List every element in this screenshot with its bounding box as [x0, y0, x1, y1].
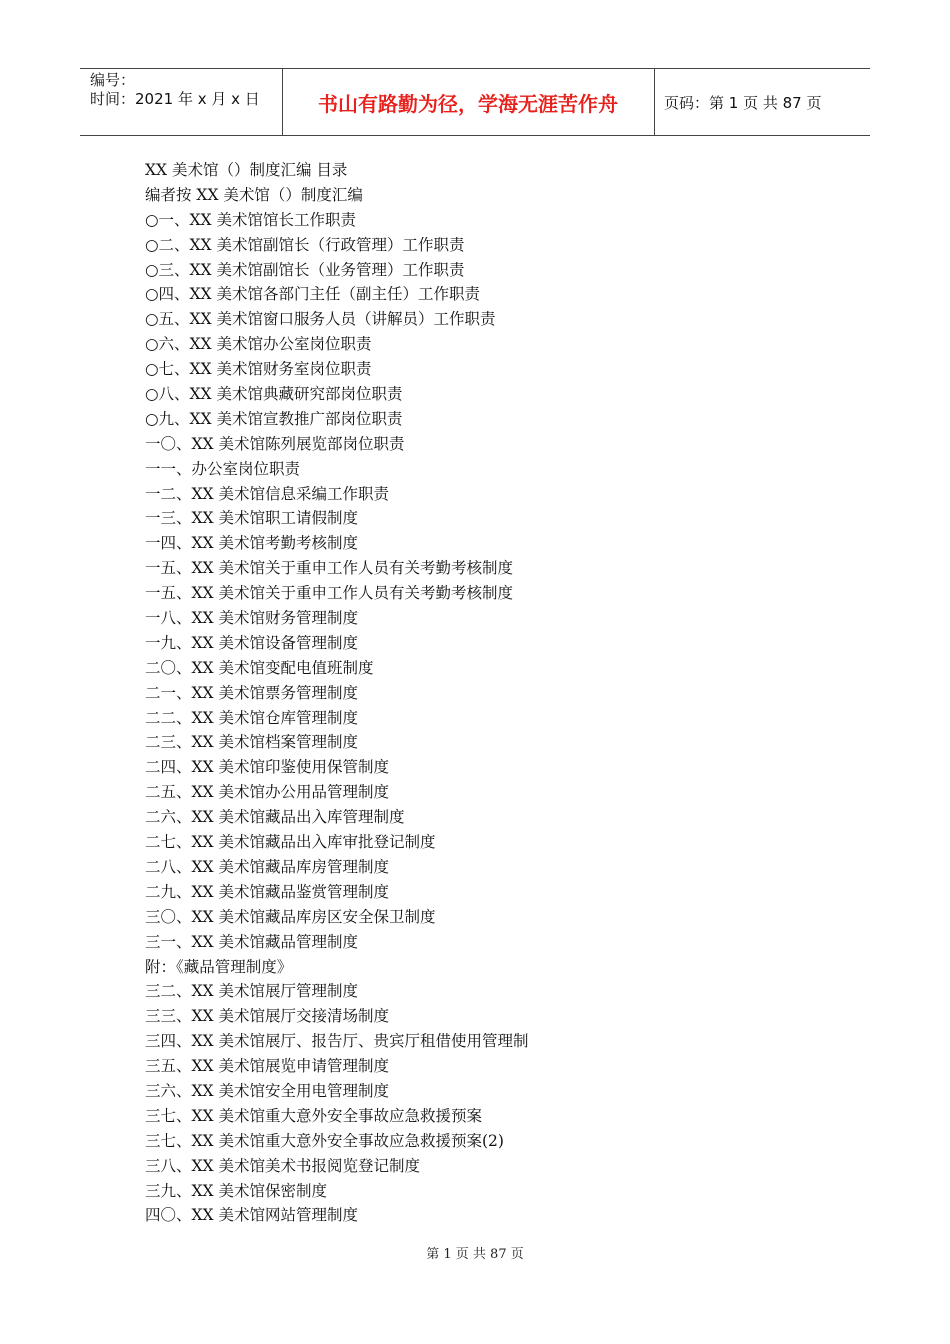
- toc-entry: 二四、XX 美术馆印鉴使用保管制度: [145, 758, 389, 777]
- toc-entry: 三〇、XX 美术馆藏品库房区安全保卫制度: [145, 907, 436, 926]
- toc-entry: 四〇、XX 美术馆网站管理制度: [145, 1206, 358, 1225]
- toc-entry: 二八、XX 美术馆藏品库房管理制度: [145, 857, 389, 876]
- toc-entry: ○二、XX 美术馆副馆长（行政管理）工作职责: [145, 235, 465, 254]
- toc-entry: ○五、XX 美术馆窗口服务人员（讲解员）工作职责: [145, 310, 496, 329]
- header-meta: [90, 71, 260, 109]
- toc-entry: ○六、XX 美术馆办公室岗位职责: [145, 335, 372, 354]
- toc-entry: 一四、XX 美术馆考勤考核制度: [145, 534, 358, 553]
- toc-entry: 二五、XX 美术馆办公用品管理制度: [145, 783, 389, 802]
- toc-entry: 二二、XX 美术馆仓库管理制度: [145, 708, 358, 727]
- toc-entry: 三二、XX 美术馆展厅管理制度: [145, 982, 358, 1001]
- toc-entry: 二六、XX 美术馆藏品出入库管理制度: [145, 808, 405, 827]
- toc-entry: ○九、XX 美术馆宣教推广部岗位职责: [145, 409, 403, 428]
- toc-entry: ○一、XX 美术馆馆长工作职责: [145, 210, 357, 229]
- toc-entry: 三七、XX 美术馆重大意外安全事故应急救援预案: [145, 1106, 482, 1125]
- toc-entry: 一〇、XX 美术馆陈列展览部岗位职责: [145, 434, 405, 453]
- header-motto: 书山有路勤为径，学海无涯苦作舟: [318, 92, 618, 116]
- toc-entry: 二〇、XX 美术馆变配电值班制度: [145, 658, 374, 677]
- toc-entry: ○三、XX 美术馆副馆长（业务管理）工作职责: [145, 260, 465, 279]
- page-header: [80, 68, 870, 136]
- toc-entry: 一五、XX 美术馆关于重申工作人员有关考勤考核制度: [145, 584, 513, 603]
- toc-entry: 编者按 XX 美术馆（）制度汇编: [145, 185, 363, 204]
- document-number-label: 编号：: [90, 71, 136, 89]
- toc-entry: 三五、XX 美术馆展览申请管理制度: [145, 1057, 389, 1076]
- toc-entry: ○七、XX 美术馆财务室岗位职责: [145, 360, 372, 379]
- toc-entry: 三九、XX 美术馆保密制度: [145, 1181, 327, 1200]
- toc-entry: 二三、XX 美术馆档案管理制度: [145, 733, 358, 752]
- toc-entry: 三三、XX 美术馆展厅交接清场制度: [145, 1007, 389, 1026]
- toc-entry: 一九、XX 美术馆设备管理制度: [145, 633, 358, 652]
- toc-entry: 一八、XX 美术馆财务管理制度: [145, 609, 358, 628]
- toc-entry: 一五、XX 美术馆关于重申工作人员有关考勤考核制度: [145, 559, 513, 578]
- toc-entry: XX 美术馆（）制度汇编 目录: [145, 161, 348, 179]
- toc-entry: 一三、XX 美术馆职工请假制度: [145, 509, 358, 528]
- toc-entry: ○八、XX 美术馆典藏研究部岗位职责: [145, 385, 403, 404]
- toc-entry: 二七、XX 美术馆藏品出入库审批登记制度: [145, 833, 436, 852]
- toc-entry: ○四、XX 美术馆各部门主任（副主任）工作职责: [145, 285, 481, 304]
- header-divider-right: [654, 69, 655, 135]
- toc-entry: 一二、XX 美术馆信息采编工作职责: [145, 484, 389, 503]
- toc-entry: 三八、XX 美术馆美术书报阅览登记制度: [145, 1156, 420, 1175]
- toc-entry: 二一、XX 美术馆票务管理制度: [145, 683, 358, 702]
- page-footer: 第 1 页 共 87 页: [426, 1247, 524, 1262]
- toc-entry: 二九、XX 美术馆藏品鉴赏管理制度: [145, 882, 389, 901]
- toc-entry: 三六、XX 美术馆安全用电管理制度: [145, 1081, 389, 1100]
- toc-entry: 三四、XX 美术馆展厅、报告厅、贵宾厅租借使用管理制: [145, 1032, 529, 1051]
- table-of-contents: [145, 158, 845, 1228]
- header-page-info: 页码：第 1 页 共 87 页: [664, 94, 822, 112]
- toc-entry: 附：《藏品管理制度》: [145, 957, 293, 976]
- document-date: 时间：2021 年 x 月 x 日: [90, 90, 260, 108]
- toc-entry: 三七、XX 美术馆重大意外安全事故应急救援预案(2): [145, 1131, 504, 1150]
- toc-entry: 三一、XX 美术馆藏品管理制度: [145, 932, 358, 951]
- toc-entry: 一一、办公室岗位职责: [145, 459, 301, 478]
